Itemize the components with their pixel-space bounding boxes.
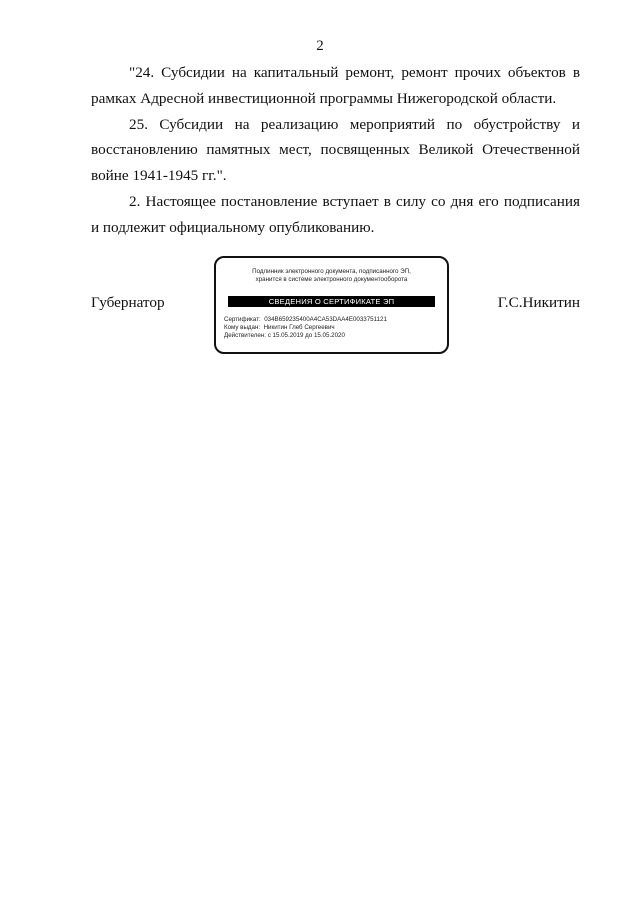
stamp-certificate-row: [224, 316, 447, 324]
signatory-title: Губернатор: [91, 294, 165, 311]
digital-signature-stamp: [214, 256, 449, 354]
stamp-validity-row: [224, 332, 447, 340]
stamp-validity-value: с 15.05.2019 до 15.05.2020: [267, 332, 345, 339]
signatory-name: Г.С.Никитин: [497, 294, 580, 311]
stamp-certificate-label: Сертификат:: [224, 316, 261, 323]
paragraph-item-24: "24. Субсидии на капитальный ремонт, ремонт прочих объектов в рамках Адресной инвестиционной программы Нижегородской области.: [91, 64, 580, 107]
stamp-header-line: Подлинник электронного документа, подписанного ЭП,: [252, 268, 411, 275]
signature-block: [91, 256, 580, 360]
paragraph-item-25: 25. Субсидии на реализацию мероприятий по обустройству и восстановлению памятных мест, посвященных Великой Отечественной войне 1941-1945 гг.".: [91, 115, 580, 185]
stamp-validity-label: Действителен:: [224, 332, 266, 339]
stamp-issued-to-value: Никитин Глеб Сергеевич: [263, 324, 335, 331]
stamp-certificate-value: 034B659235400A4CA53DAA4E0033751121: [264, 316, 387, 323]
stamp-issued-to-label: Кому выдан:: [224, 324, 261, 331]
paragraph-effective-date: 2. Настоящее постановление вступает в силу со дня его подписания и подлежит официальному опубликованию.: [91, 192, 580, 236]
stamp-header: [216, 268, 447, 284]
stamp-issued-to-row: [224, 324, 447, 332]
document-body: [91, 60, 580, 241]
stamp-header-line: хранится в системе электронного документооборота: [255, 276, 408, 283]
stamp-certificate-bar: СВЕДЕНИЯ О СЕРТИФИКАТЕ ЭП: [228, 296, 435, 307]
page-number: 2: [316, 38, 324, 54]
stamp-details: [224, 316, 447, 340]
